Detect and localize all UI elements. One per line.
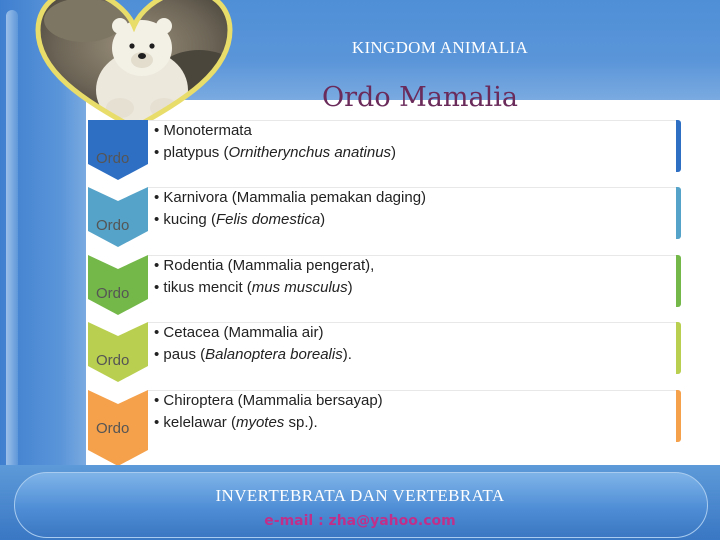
box-edge bbox=[676, 187, 681, 239]
ordo-row bbox=[88, 390, 688, 450]
example-prefix: • paus ( bbox=[154, 346, 206, 363]
example-suffix: ) bbox=[347, 279, 353, 296]
order-line: • Monotermata bbox=[154, 122, 252, 139]
example-prefix: • platypus ( bbox=[154, 144, 229, 161]
chevron-shape bbox=[88, 255, 148, 313]
ordo-row bbox=[88, 255, 688, 315]
chevron-shape bbox=[88, 120, 148, 178]
order-line: • Cetacea (Mammalia air) bbox=[154, 324, 324, 341]
box-edge bbox=[676, 120, 681, 172]
example-suffix: sp.). bbox=[284, 414, 318, 431]
box-edge bbox=[676, 255, 681, 307]
page-title: Ordo Mamalia bbox=[322, 82, 518, 113]
example-prefix: • kucing ( bbox=[154, 211, 216, 228]
ordo-label: Ordo bbox=[96, 150, 130, 167]
scientific-name: Ornitherynchus anatinus bbox=[228, 144, 392, 161]
ordo-label: Ordo bbox=[96, 217, 130, 234]
kingdom-title: KINGDOM ANIMALIA bbox=[351, 38, 529, 57]
ordo-row bbox=[88, 187, 688, 247]
order-line: • Rodentia (Mammalia pengerat), bbox=[154, 257, 375, 274]
chevron-shape bbox=[88, 390, 148, 448]
example-prefix: • tikus mencit ( bbox=[154, 279, 252, 296]
order-line: • Chiroptera (Mammalia bersayap) bbox=[154, 392, 383, 409]
example-line bbox=[154, 414, 318, 431]
example-suffix: ) bbox=[391, 144, 397, 161]
ordo-label: Ordo bbox=[96, 352, 130, 369]
footer-title: INVERTEBRATA DAN VERTEBRATA bbox=[215, 486, 505, 505]
box-edge bbox=[676, 390, 681, 442]
ordo-label: Ordo bbox=[96, 285, 130, 302]
chevron-shape bbox=[88, 322, 148, 380]
example-suffix: ). bbox=[342, 346, 352, 363]
order-line: • Karnivora (Mammalia pemakan daging) bbox=[154, 189, 427, 206]
chevron-shape bbox=[88, 187, 148, 245]
example-line bbox=[154, 346, 352, 363]
left-strip-bar bbox=[6, 10, 18, 470]
ordo-label: Ordo bbox=[96, 420, 130, 437]
scientific-name: Balanoptera borealis bbox=[205, 346, 343, 363]
example-suffix: ) bbox=[320, 211, 326, 228]
example-line bbox=[154, 144, 396, 161]
scientific-name: mus musculus bbox=[251, 279, 348, 296]
footer-email: e-mail : zha@yahoo.com bbox=[264, 513, 456, 529]
example-prefix: • kelelawar ( bbox=[154, 414, 236, 431]
scientific-name: Felis domestica bbox=[215, 211, 321, 228]
polar-bear-heart-photo bbox=[24, 0, 244, 130]
example-line bbox=[154, 279, 353, 296]
example-line bbox=[154, 211, 325, 228]
scientific-name: myotes bbox=[235, 414, 285, 431]
box-edge bbox=[676, 322, 681, 374]
ordo-row bbox=[88, 322, 688, 382]
ordo-row bbox=[88, 120, 688, 180]
